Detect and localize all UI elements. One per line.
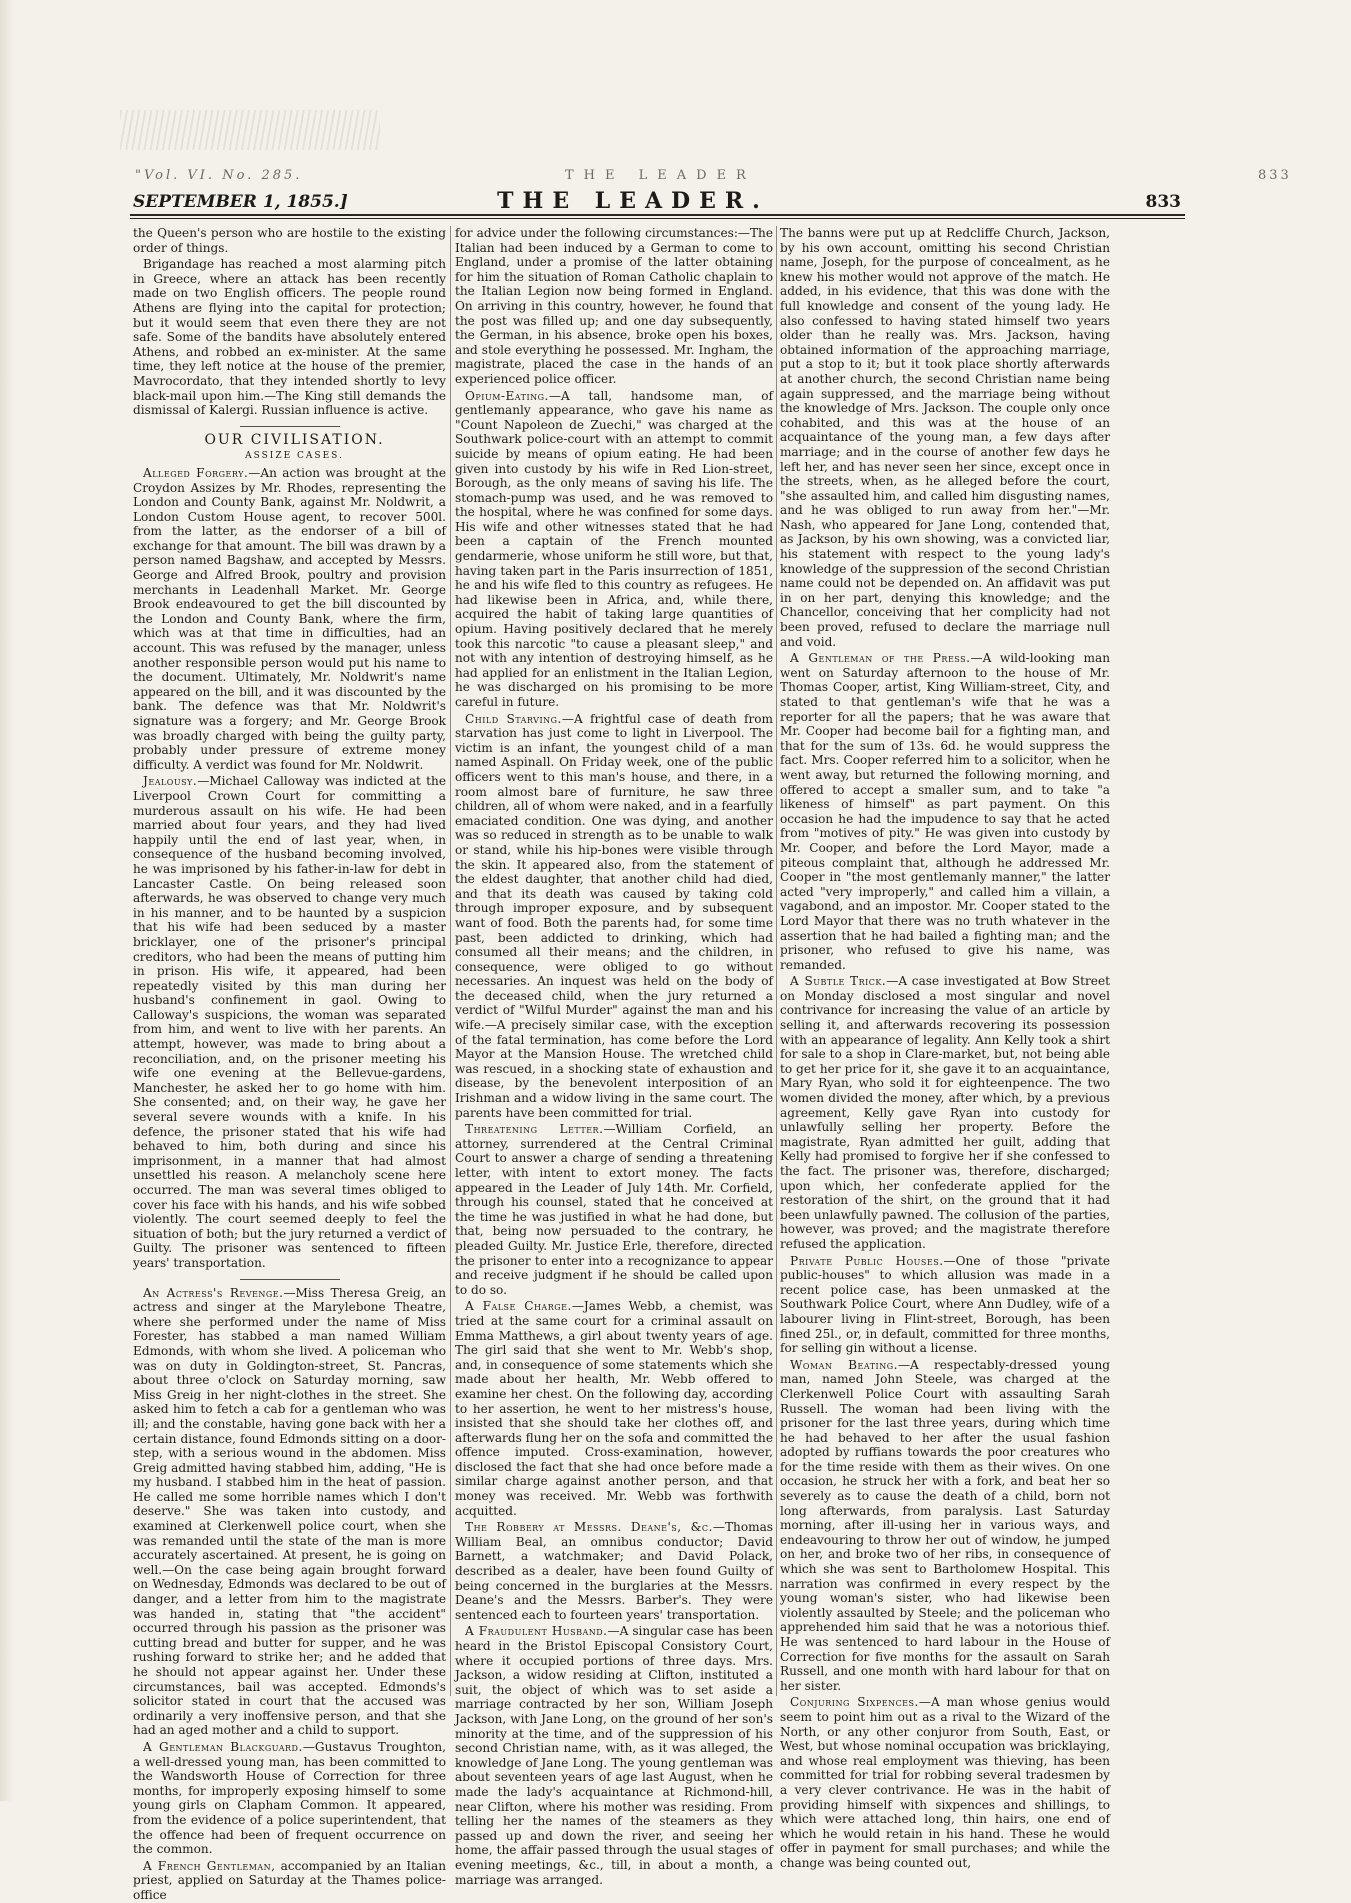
article-heading: Child Starving.	[465, 711, 562, 726]
article-paragraph	[455, 1299, 773, 1518]
bleed-through-title: THE LEADER	[565, 168, 756, 183]
article-body: —Gustavus Troughton, a well-dressed young man, has been committed to the Wandsworth House of Correction for three months, for improperly exposing himself to some young girls on Clapham Common. It appeared, from the evidence of a police superintendent, that the offence had been of frequent occurrence on the common.	[133, 1739, 447, 1857]
issue-date: SEPTEMBER 1, 1855.]	[133, 192, 348, 212]
article-body: —One of those "private public-houses" to which allusion was made in a recent police case, has been unmasked at the Southwark Police Court, where Ann Dudley, wife of a labourer living in Flint-street, Borough, has been fined 25l., or, in default, committed for three months, for selling gin without a license.	[780, 1253, 1110, 1356]
article-body: —James Webb, a chemist, was tried at the same court for a criminal assault on Emma Matthews, a girl about twenty years of age. The girl said that she went to Mr. Webb's shop, and, in consequence of some statements which she made about her health, Mr. Webb offered to examine her chest. On the following day, according to her assertion, he went to her mistress's house, insisted that she should take her clothes off, and afterwards flung her on the sofa and committed the offence imputed. Cross-examination, however, disclosed the fact that she had once before made a similar charge against another person, and that money was received. Mr. Webb was forthwith acquitted.	[455, 1299, 773, 1518]
article-paragraph	[780, 1358, 1110, 1694]
column-divider	[776, 226, 777, 1696]
article-heading: A False Charge.	[465, 1299, 572, 1314]
article-heading: The Robbery at Messrs. Deane's, &c.	[465, 1520, 713, 1535]
article-paragraph	[455, 389, 773, 710]
article-paragraph	[133, 1740, 446, 1857]
article-body: —Michael Calloway was indicted at the Liverpool Crown Court for committing a murderous assault on his wife. He had been married about four years, and they had lived happily until the end of last year, when, in consequence of the husband becoming involved, he was imprisoned by his father-in-law for debt in Lancaster Castle. On being released soon afterwards, he was observed to change very much in his manner, and to be haunted by a suspicion that his wife had been seduced by a master bricklayer, one of the prisoner's principal creditors, who had been the means of putting him in prison. His wife, it appeared, had been repeatedly visited by this man during her husband's confinement in gaol. Owing to Calloway's suspicions, the woman was separated from him, and went to live with her parents. An attempt, however, was made to bring about a reconciliation, and, on the prisoner meeting his wife one evening at the Bellevue-gardens, Manchester, he asked her to go home with him. She consented; and, on their way, he gave her several severe wounds with a knife. In his defence, the prisoner stated that his wife had behaved to him, both during and since his imprisonment, in a manner that had almost unsettled his reason. A melancholy scene here occurred. The man was several times obliged to cover his face with his hands, and his wife sobbed violently. The court seemed deeply to feel the situation of both; but the jury returned a verdict of Guilty. The prisoner was sentenced to fifteen years' transportation.	[133, 774, 446, 1270]
scan-artifact	[120, 110, 380, 150]
article-heading: Opium-Eating.	[465, 388, 549, 403]
article-paragraph	[455, 1520, 773, 1622]
article-heading: Threatening Letter.	[465, 1122, 604, 1137]
bleed-through-number: 833	[1258, 168, 1292, 183]
section-title: OUR CIVILISATION.	[204, 431, 385, 448]
article-heading: An Actress's Revenge.	[143, 1285, 284, 1300]
article-body: —Thomas William Beal, an omnibus conductor; David Barnett, a watchmaker; and David Polack, described as a dealer, have been found Guilty of being concerned in the burglaries at the Messrs. Deane's and the Messrs. Barber's. They were sentenced each to fourteen years' transportation.	[455, 1520, 773, 1622]
article-heading: Conjuring Sixpences.	[790, 1695, 919, 1710]
article-heading: Private Public Houses.	[790, 1253, 944, 1268]
bleed-through-text: "Vol. VI. No. 285.	[135, 168, 303, 183]
article-body: —William Corfield, an attorney, surrendered at the Central Criminal Court to answer a charge of sending a threatening letter, with intent to extort money. The facts appeared in the Leader of July 14th. Mr. Corfield, through his counsel, stated that he conceived at the time he was justified in what he had done, but that, being now persuaded to the contrary, he pleaded Guilty. Mr. Justice Erle, therefore, directed the prisoner to enter into a recognizance to appear and receive judgment if he should be called upon to do so.	[455, 1122, 773, 1297]
article-paragraph	[780, 974, 1110, 1251]
article-paragraph	[455, 712, 773, 1121]
article-paragraph: The banns were put up at Redcliffe Church, Jackson, by his own account, omitting his second Christian name, Joseph, for the purpose of concealment, as he knew his mother would not approve of the match. He added, in his evidence, that this was done with the full knowledge and consent of the young lady. He also confessed to having stated himself two years older than he really was. Mrs. Jackson, having obtained information of the approaching marriage, put a stop to it; but it took place shortly afterwards at another church, the second Christian name being again suppressed, and the marriage being without the knowledge of Mrs. Jackson. The couple only once cohabited, and this was at the house of an acquaintance of the young man, a few days after marriage; and in the course of another few days he left her, and has never seen her since, except once in the streets, when, as he alleged before the court, "she assaulted him, and called him disgusting names, and he was obliged to run away from her."—Mr. Nash, who appeared for Jane Long, contended that, as Jackson, by his own showing, was a convicted liar, his statement with respect to the young lady's knowledge of the suppression of the second Christian name could not be depended on. An affidavit was put in on her part, denying this knowledge; and the Chancellor, conceiving that her complicity had not been proved, refused to declare the marriage null and void.	[780, 226, 1110, 649]
article-paragraph	[455, 1122, 773, 1297]
section-subtitle: ASSIZE CASES.	[245, 451, 344, 462]
article-body: —A case investigated at Bow Street on Monday disclosed a most singular and novel contrivance for increasing the value of an article by selling it, and afterwards recovering its possession with an appearance of legality. Ann Kelly took a shirt for sale to a shop in Clare-market, but, not being able to get her price for it, she gave it to an acquaintance, Mary Ryan, who sold it for eighteenpence. The two women divided the money, after which, by a previous agreement, Kelly gave Ryan into custody for unlawfully selling her property. Before the magistrate, Ryan admitted her guilt, adding that Kelly had promised to forgive her if she confessed to the fact. The prisoner was, therefore, discharged; upon which, her confederate applied for the restoration of the shirt, on the ground that it had been unlawfully pawned. The collusion of the parties, however, was proved; and the magistrate therefore refused the application.	[780, 974, 1110, 1251]
newspaper-title: THE LEADER.	[497, 188, 769, 214]
column-1	[133, 226, 447, 1902]
article-body: —A wild-looking man went on Saturday afternoon to the house of Mr. Thomas Cooper, artist, King William-street, City, and stated to that gentleman's wife that he was a reporter for all the papers; that he was aware that Mr. Cooper had become bail for a fighting man, and that for the sum of 13s. 6d. he would suppress the fact. Mrs. Cooper referred him to a solicitor, when he went away, but returned the following morning, and offered to accept a smaller sum, and to take "a likeness of himself" as part payment. On this occasion he had the impudence to say that he acted from "motives of pity." He was given into custody by Mr. Cooper, and before the Lord Mayor, made a piteous complaint that, although he addressed Mr. Cooper in "the most gentlemanly manner," the latter acted "very improperly," and called him a villain, a vagabond, and an impostor. Mr. Cooper stated to the Lord Mayor that there was no truth whatever in the assertion that he had bailed a fighting man; and the prisoner, who refused to give his name, was remanded.	[780, 651, 1111, 972]
column-2	[455, 226, 774, 1887]
page-number: 833	[1145, 192, 1181, 212]
section-divider	[240, 426, 340, 427]
article-paragraph	[455, 1624, 773, 1887]
article-heading: A Fraudulent Husband.	[465, 1624, 608, 1639]
article-paragraph	[133, 1286, 446, 1738]
article-body: —A respectably-dressed young man, named John Steele, was charged at the Clerkenwell Police Court with assaulting Sarah Russell. The woman had been living with the prisoner for the last three years, during which time he had behaved to her after the usual fashion adopted by ruffians towards the poor creatures who for the time reside with them as their wives. On one occasion, he struck her with a fork, and beat her so severely as to cause the death of a child, born not long afterwards, from paralysis. Last Saturday morning, after ill-using her in various ways, and endeavouring to throw her out of window, he jumped on her, and broke two of her ribs, in consequence of which she was sent to Bartholomew Hospital. This narration was confirmed in every respect by the young woman's sister, who had likewise been violently assaulted by Steele; and the policeman who apprehended him said that he was a notorious thief. He was sentenced to hard labour in the House of Correction for five months for the assault on Sarah Russell, and one month with hard labour for that on her sister.	[780, 1357, 1110, 1693]
article-paragraph	[133, 774, 446, 1270]
page-edge-shadow	[0, 0, 14, 1801]
article-paragraph	[133, 466, 446, 772]
article-body: —A frightful case of death from starvation has just come to light in Liverpool. The victim is an infant, the youngest child of a man named Aspinall. On Friday week, one of the public officers went to this man's house, and there, in a room almost bare of furniture, he saw three children, all of whom were naked, and in a fearfully emaciated condition. One was dying, and another was so reduced in strength as to be unable to walk or stand, while his hip-bones were visible through the skin. It appeared also, from the statement of the eldest daughter, that another child had died, and that its death was caused by taking cold through improper exposure, and by subsequent want of food. Both the parents had, for some time past, been addicted to drinking, which had consumed all their means; and the children, in consequence, were obliged to go without necessaries. An inquest was held on the body of the deceased child, when the jury returned a verdict of "Wilful Murder" against the man and his wife.—A precisely similar case, with the exception of the fatal termination, has come before the Lord Mayor at the Mansion House. The wretched child was rescued, in a shocking state of exhaustion and disease, by the benevolent interposition of an Irishman and a widow living in the same court. The parents have been committed for trial.	[455, 711, 773, 1120]
article-body: —Miss Theresa Greig, an actress and singer at the Marylebone Theatre, where she performed under the name of Miss Forester, has stabbed a man named William Edmonds, with whom she lived. A policeman who was on duty in Goldington-street, St. Pancras, about three o'clock on Saturday morning, saw Miss Greig in her night-clothes in the street. She asked him to fetch a cab for a gentleman who was ill; and the constable, having gone back with her a certain distance, found Edmonds sitting on a door-step, with a serious wound in the abdomen. Miss Greig admitted having stabbed him, adding, "He is my husband. I stabbed him in the heat of passion. He called me some horrible names which I don't deserve." She was taken into custody, and examined at Clerkenwell police court, when she was remanded until the state of the man is more accurately ascertained. At present, he is going on well.—On the case being again brought forward on Wednesday, Edmonds was declared to be out of danger, and a letter from him to the magistrate was handed in, stating that "the accident" occurred through his passion as the prisoner was cutting bread and butter for supper, and he was rushing forward to strike her; and he added that he should not appear against her. Under these circumstances, bail was accepted. Edmonds's solicitor stated in court that the accused was ordinarily a very inoffensive person, and that she had an aged mother and a child to support.	[133, 1285, 446, 1738]
article-heading: Jealousy.	[143, 774, 198, 789]
article-body: —A man whose genius would seem to point him out as a rival to the Wizard of the North, or any other conjuror from South, East, or West, but whose nominal occupation was bricklaying, and whose real employment was thieving, has been committed for trial for robbing several tradesmen by a very clever contrivance. He was in the habit of providing himself with sixpences and shillings, to which were attached long, thin hairs, one end of which he would retain in his hand. These he would offer in payment for small purchases; and while the change was being counted out,	[780, 1695, 1110, 1870]
article-paragraph: for advice under the following circumstances:—The Italian had been induced by a German to come to England, under a promise of the latter obtaining for him the situation of Roman Catholic chaplain to the Italian Legion now being formed in England. On arriving in this country, however, he found that the post was filled up; and one day subsequently, the German, in his absence, broke open his boxes, and stole everything he possessed. Mr. Ingham, the magistrate, placed the case in the hands of an experienced police officer.	[455, 226, 773, 386]
article-heading: A Gentleman of the Press.	[790, 651, 971, 666]
article-body: —A singular case has been heard in the Bristol Episcopal Consistory Court, where it occupied portions of three days. Mrs. Jackson, a widow residing at Clifton, instituted a suit, the object of which was to set aside a marriage contracted by her son, William Joseph Jackson, with Jane Long, on the ground of her son's minority at the time, and of the suppression of his second Christian name, with, as it was alleged, the knowledge of Jane Long. The young gentleman was about seventeen years of age last August, when he made the lady's acquaintance at Richmond-hill, near Clifton, where his mother was residing. From telling her the names of the steamers as they passed up and down the river, and seeing her home, the affair passed through the usual stages of evening meetings, &c., till, in about a month, a marriage was arranged.	[455, 1624, 774, 1887]
article-paragraph: the Queen's person who are hostile to the existing order of things.	[133, 226, 446, 255]
column-3	[780, 226, 1111, 1870]
header-rule	[130, 214, 1185, 216]
article-heading: A French Gentleman,	[143, 1858, 276, 1873]
article-heading: A Gentleman Blackguard.	[143, 1739, 303, 1754]
article-body: accompanied by an Italian priest, applied on Saturday at the Thames police-office	[133, 1858, 446, 1902]
article-paragraph: Brigandage has reached a most alarming pitch in Greece, where an attack has been recently made on two English officers. The people round Athens are flying into the capital for protection; but it would seem that even there they are not safe. Some of the bandits have absolutely entered Athens, and robbed an ex-minister. At the same time, they left notice at the house of the premier, Mavrocordato, that they intended shortly to levy black-mail upon him.—The King still demands the dismissal of Kalergi. Russian influence is active.	[133, 257, 446, 418]
article-heading: Woman Beating.	[790, 1357, 898, 1372]
article-heading: Alleged Forgery.	[143, 465, 249, 480]
article-paragraph	[780, 651, 1110, 972]
article-heading: A Subtle Trick.	[790, 974, 887, 989]
header-rule-thin	[130, 218, 1185, 219]
column-divider	[450, 226, 451, 1696]
article-body: —A tall, handsome man, of gentlemanly appearance, who gave his name as "Count Napoleon de Zuechi," was charged at the Southwark police-court with an attempt to commit suicide by means of opium eating. He had been given into custody by his wife in Red Lion-street, Borough, as the only means of saving his life. The stomach-pump was used, and he was removed to the hospital, where he was confined for some days. His wife and other witnesses stated that he had been a captain of the French mounted gendarmerie, whose uniform he still wore, but that, having taken part in the Paris insurrection of 1851, he and his wife fled to this country as refugees. He had likewise been in Africa, and, while there, acquired the habit of taking large quantities of opium. Having positively declared that he merely took this narcotic "to cause a pleasant sleep," and not with any intention of destroying himself, as he had applied for an enlistment in the Italian Legion, he was discharged on his promising to be more careful in future.	[455, 388, 773, 709]
article-body: —An action was brought at the Croydon Assizes by Mr. Rhodes, representing the London and County Bank, against Mr. Noldwrit, a London Custom House agent, to recover 500l. from the latter, as the endorser of a bill of exchange for that amount. The bill was drawn by a person named Bagshaw, and accepted by Messrs. George and Alfred Brook, poultry and provision merchants in Leadenhall Market. Mr. George Brook endeavoured to get the bill discounted by the London and County Bank, where the firm, which was at that time in difficulties, had an account. This was refused by the manager, unless another responsible person would put his name to the document. Ultimately, Mr. Noldwrit's name appeared on the bill, and it was discounted by the bank. The defence was that Mr. Noldwrit's signature was a forgery; and Mr. George Brook was broadly charged with being the guilty party, probably under pressure of extreme money difficulty. A verdict was found for Mr. Noldwrit.	[133, 465, 447, 772]
section-divider	[240, 1279, 340, 1280]
article-paragraph	[780, 1695, 1110, 1870]
article-paragraph	[133, 1859, 446, 1903]
article-paragraph	[780, 1254, 1110, 1356]
